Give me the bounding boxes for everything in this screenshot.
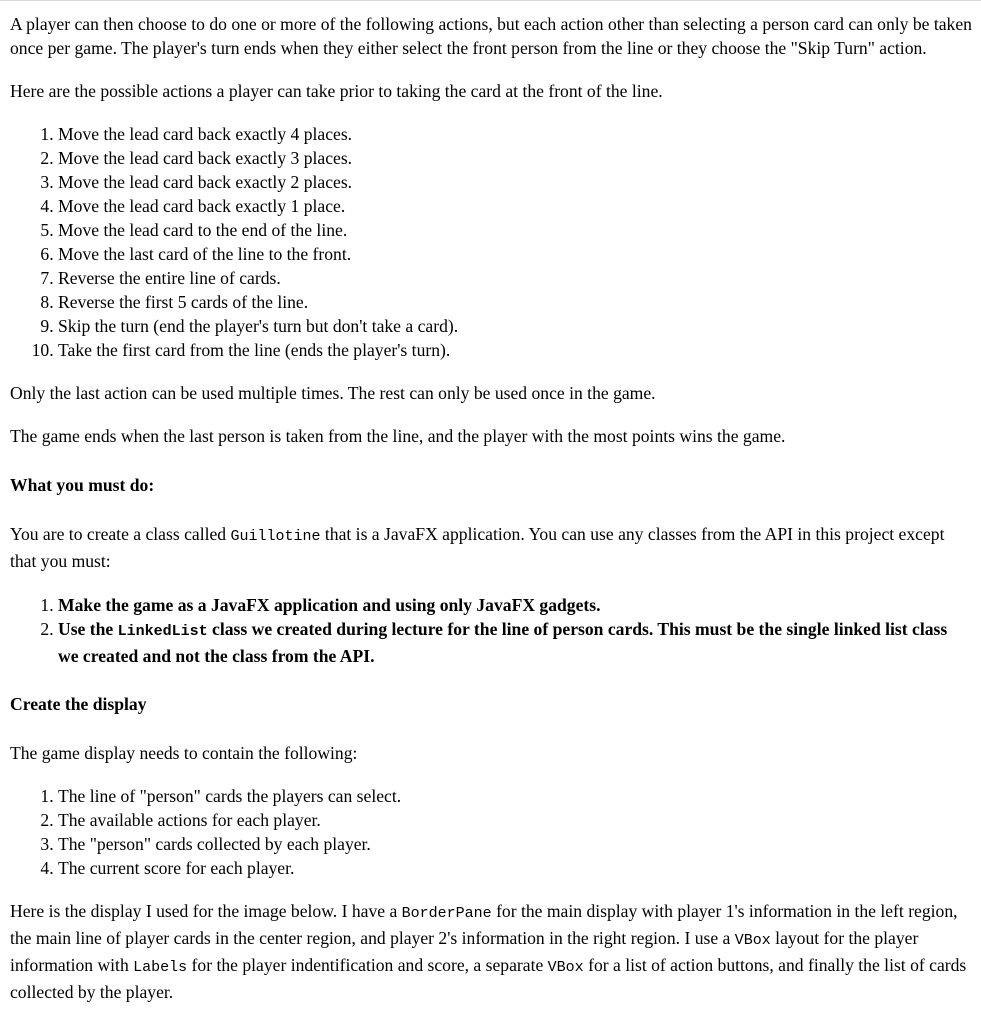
list-item: 1. Move the lead card back exactly 4 places. (58, 122, 972, 146)
code-vbox: VBox (547, 959, 584, 976)
must-do-heading: What you must do: (10, 475, 155, 495)
list-item: 1. Make the game as a JavaFX application and using only JavaFX gadgets. (58, 593, 972, 617)
list-item: 8. Reverse the first 5 cards of the line. (58, 290, 972, 314)
list-item: 7. Reverse the entire line of cards. (58, 266, 972, 290)
intro-paragraph: A player can then choose to do one or more of the following actions, but each action other than selecting a person card can only be taken once per game. The player's turn ends when they either select the front person from the line or they choose the "Skip Turn" action. (10, 14, 972, 58)
create-display-heading: Create the display (10, 694, 147, 714)
code-labels: Labels (133, 959, 188, 976)
list-item: 9. Skip the turn (end the player's turn but don't take a card). (58, 314, 972, 338)
top-divider (0, 0, 981, 1)
list-item: 3. Move the lead card back exactly 2 places. (58, 170, 972, 194)
actions-intro-paragraph: Here are the possible actions a player can take prior to taking the card at the front of the line. (10, 81, 663, 101)
requirements-paragraph: You are to create a class called Guillotine that is a JavaFX application. You can use any classes from the API in this project except that you must: (10, 524, 945, 571)
list-item: 10. Take the first card from the line (ends the player's turn). (58, 338, 972, 362)
list-item: 5. Move the lead card to the end of the line. (58, 218, 972, 242)
code-borderpane: BorderPane (401, 905, 492, 922)
display-description-paragraph: Here is the display I used for the image below. I have a BorderPane for the main display with player 1's information in the left region, the main line of player cards in the center region, and player 2's information in the right region. I use a VBox layout for the player information with Labels for the player indentification and score, a separate VBox for a list of action buttons, and finally the list of cards collected by the player. (10, 901, 967, 1002)
code-linkedlist: LinkedList (117, 623, 208, 640)
multiple-use-paragraph: Only the last action can be used multiple times. The rest can only be used once in the game. (10, 383, 656, 403)
requirements-list (10, 593, 972, 668)
list-item: 4. The current score for each player. (58, 856, 972, 880)
code-guillotine: Guillotine (230, 528, 321, 545)
list-item: 1. The line of "person" cards the players can select. (58, 784, 972, 808)
list-item: 4. Move the lead card back exactly 1 place. (58, 194, 972, 218)
display-list (10, 784, 972, 880)
document-body (10, 12, 972, 1004)
actions-list (10, 122, 972, 362)
list-item: 2. Use the LinkedList class we created during lecture for the line of person cards. This must be the single linked list class we created and not the class from the API. (58, 617, 972, 668)
game-end-paragraph: The game ends when the last person is taken from the line, and the player with the most points wins the game. (10, 426, 786, 446)
code-vbox: VBox (734, 932, 771, 949)
display-intro-paragraph: The game display needs to contain the following: (10, 743, 358, 763)
list-item: 6. Move the last card of the line to the front. (58, 242, 972, 266)
list-item: 3. The "person" cards collected by each player. (58, 832, 972, 856)
list-item: 2. The available actions for each player. (58, 808, 972, 832)
list-item: 2. Move the lead card back exactly 3 places. (58, 146, 972, 170)
